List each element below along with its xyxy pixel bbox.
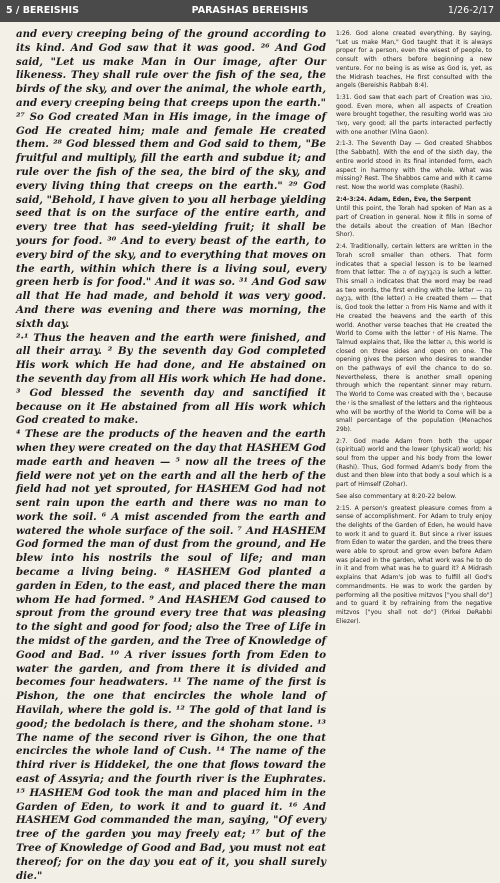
commentary-paragraph: 2:1-3. The Seventh Day — God created Shabbos [the Sabbath]. With the end of the sixth day, the entire world stood in its final intended form, each aspect in harmony with the whole. What was missing? Rest. The Shabbos came and with it came rest. Now the world was complete (Rashi). [336,140,492,191]
main-paragraph: and every creeping being of the ground according to its kind. And God saw that it was good. ²⁶ And God said, "Let us make Man in Our image, after Our likeness. They shall rule over the fish of the sea, the birds of the sky, and over the animal, the whole earth, and every creeping being that creeps upon the earth." ²⁷ So God created Man in His image, in the image of God He created him; male and female He created them. ²⁸ God blessed them and God said to them, "Be fruitful and multiply, fill the earth and subdue it; and rule over the fish of the sea, the bird of the sky, and every living thing that creeps on the earth." ²⁹ God said, "Behold, I have given to you all herbage yielding seed that is on the surface of the entire earth, and every tree that has seed-yielding fruit; it shall be yours for food. ³⁰ And to every beast of the earth, to every bird of the sky, and to everything that moves on the earth, within which there is a living soul, every green herb is for food." And it was so. ³¹ And God saw all that He had made, and behold it was very good. And there was evening and there was morning, the sixth day. [16,28,326,330]
commentary-paragraph: 1:31. God saw that each part of Creation was טוֹב, good. Even more, when all aspects of Creation were brought together, the resulting world was טוֹב מְאֹד, very good; all the parts interacted perfectly with one another (Vilna Gaon). [336,93,492,136]
commentary-paragraph: 2:7. God made Adam from both the upper (spiritual) world and the lower (physical) world; his soul from the upper and his body from the lower (Rashi). Thus, God formed Adam's body from the dust and then blew into that body a soul which is a part of Himself (Zohar). [336,437,492,489]
commentary-paragraph: 2:4. Traditionally, certain letters are written in the Torah scroll smaller than others. That form indicates that a special lesson is to be learned from that letter. The ה of בְּהִבָּרְאָם is such a letter. This small ה indicates that the word may be read as two words, the first ending with the letter — בְּה בְּרָאָם, with (the letter) ה He created them — that is, God took the letter ה from His Name and with it He created the heavens and the earth of this world. Another verse teaches that He created the World to Come with the letter י of His Name. The Talmud explains that, like the letter ה, this world is closed on three sides and open on one. The opening gives the person who desires to wander on the pathways of evil the chance to do so. Nevertheless, there is another small opening through which the repentant sinner may return. The World to Come was created with the י, because the י is the smallest of the letters and the righteous who will be worthy of the World to Come will be a small percentage of the population (Menachos 29b). [336,243,493,433]
page-header [0,0,500,22]
main-text-column [16,28,326,882]
commentary-paragraph: 2:15. A person's greatest pleasure comes from a sense of accomplishment. For Adam to truly enjoy the delights of the Garden of Eden, he would have to work it and to guard it. But since a river issues from Eden to water the garden, and the trees there were able to sprout and grow even before Adam was placed in the garden, what work was he to do in it and from what was he to guard it? A Midrash explains that Adam's job was to fulfill all God's commandments. He was to work the garden by performing all the positive mitzvos ["you shall do"] and to guard it by refraining from the negative mitzvos ["you shall not do"] (Pirkei DeRabbi Eliezer). [336,504,492,625]
commentary-paragraph: 1:26. God alone created everything. By saying, "Let us make Man," God taught that it is always proper for a person, even the wisest of people, to consult with others before beginning a new venture. For no being is as wise as God is, yet, as the Midrash teaches, He first consulted with the angels (Bereishis Rabbah 8:4). [336,30,492,90]
header-left: 5 / BEREISHIS [6,5,79,16]
commentary-paragraph: See also commentary at 8:20-22 below. [336,492,457,500]
header-verse-range: 1/26-2/17 [447,5,494,16]
commentary-column [336,30,492,690]
main-paragraph: ²·¹ Thus the heaven and the earth were finished, and all their array. ² By the seventh day God completed His work which He had done, and He abstained on the seventh day from all His work which He had done. ³ God blessed the seventh day and sanctified it because on it He abstained from all His work which God created to make. [16,331,326,427]
main-paragraph: ⁴ These are the products of the heaven and the earth when they were created on the day that HASHEM God made earth and heaven — ⁵ now all the trees of the field were not yet on the earth and all the herb of the field had not yet sprouted, for HASHEM God had not sent rain upon the earth and there was no man to work the soil. ⁶ A mist ascended from the earth and watered the whole surface of the soil. ⁷ And HASHEM God formed the man of dust from the ground, and He blew into his nostrils the soul of life; and man became a living being. ⁸ HASHEM God planted a garden in Eden, to the east, and placed there the man whom He had formed. ⁹ And HASHEM God caused to sprout from the ground every tree that was pleasing to the sight and good for food; also the Tree of Life in the midst of the garden, and the Tree of Knowledge of Good and Bad. ¹⁰ A river issues forth from Eden to water the garden, and from there it is divided and becomes four headwaters. ¹¹ The name of the first is Pishon, the one that encircles the whole land of Havilah, where the gold is. ¹² The gold of that land is good; the bedolach is there, and the shoham stone. ¹³ The name of the second river is Gihon, the one that encircles the whole land of Cush. ¹⁴ The name of the third river is Hiddekel, the one that flows toward the east of Assyria; and the fourth river is the Euphrates. ¹⁵ HASHEM God took the man and placed him in the Garden of Eden, to work it and to guard it. ¹⁶ And HASHEM God commanded the man, saying, "Of every tree of the garden you may freely eat; ¹⁷ but of the Tree of Knowledge of Good and Bad, you must not eat thereof; for on the day you eat of it, you shall surely die." [16,428,326,882]
commentary-paragraph: Until this point, the Torah had spoken of Man as a part of Creation in general. Now it fills in some of the details about the creation of Man (Bechor Shor). [336,205,492,239]
header-title: PARASHAS BEREISHIS [191,5,309,16]
commentary-heading: 2:4-3:24. Adam, Eden, Eve, the Serpent [336,195,471,203]
